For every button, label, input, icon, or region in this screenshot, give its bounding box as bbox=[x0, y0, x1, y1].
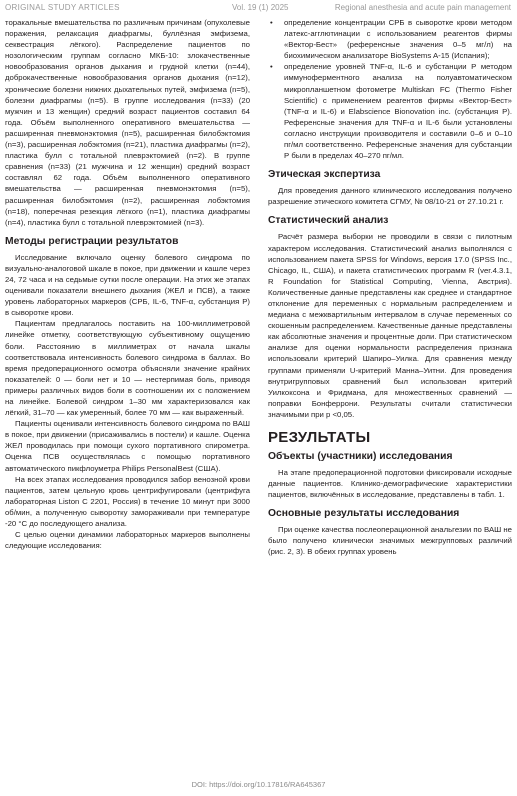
heading-statistics: Статистический анализ bbox=[268, 215, 389, 227]
lab-methods-list bbox=[268, 17, 512, 161]
paragraph-patients: торакальные вмешательства по различным причинам (опухолевые поражения, релаксация диафрагмы, буллёзная эмфизема, секвестрация лёгкого). Распределение пациентов по нозологическим группам согласно МКБ-10: злокачественные новообразования органов дыхания и грудной клетки (n=44), доброкачественные новообразования органов дыхания (n=12), хронические болезни нижних дыхательных путей, эмфизема (n=5), болезни диафрагмы (n=5). В группе исследования (n=33) (20 мужчин и 13 женщин) средний возраст пациентов составил 64 года. Объём выполненного оперативного вмешательства — расширенная пневмонэктомия (n=5), расширенная билобэктомия (n=3), расширенная лобэктомия (n=21), пластика диафрагмы (n=2), пластика булл с тотальной плеврэктомией (n=2). В группе сравнения (n=33) (21 мужчина и 12 женщин) средний возраст составлял 62 года. Объём выполненного оперативного вмешательства — расширенная пневмонэктомия (n=5), расширенная билобэктомия (n=2), расширенная лобэктомия (n=18), поперечная резекция лёгкого (n=1), пластика диафрагмы (n=4), пластика булл с тотальной плеврэктомией (n=3). bbox=[5, 18, 250, 227]
right-column bbox=[268, 17, 512, 558]
journal-section-label: ORIGINAL STUDY ARTICLES bbox=[5, 3, 120, 12]
volume-label: Vol. 19 (1) 2025 bbox=[232, 3, 289, 12]
paragraph-spirometry: Пациенты оценивали интенсивность болевого синдрома по ВАШ в покое, при движении (присаживались в постели) и кашле. Оценка ЖЕЛ проводилась при помощи сухого портативного спирометра. Оценка ПСВ осуществлялась с помощью портативного автоматического пикфлоуметра Philips PersonalBest (США). bbox=[5, 419, 250, 473]
paragraph-blood-sampling: На всех этапах исследования проводился забор венозной крови пациентов, затем цельную кровь центрифугировали (центрифуга лабораторная Liston C 2201, Россия) в течение 10 минут при 3000 об/мин, а полученную сыворотку замораживали при температуре -20 °С до последующего анализа. bbox=[5, 474, 250, 529]
doi-footer: DOI: https://doi.org/10.17816/RA645367 bbox=[191, 780, 326, 789]
paragraph-main-results: При оценке качества послеоперационной анальгезии по ВАШ не было получено клинически значимых межгрупповых различий (рис. 2, 3). В обеих группах уровень bbox=[268, 525, 512, 557]
journal-title: Regional anesthesia and acute pain management bbox=[334, 3, 511, 12]
heading-results: РЕЗУЛЬТАТЫ bbox=[268, 429, 371, 446]
paragraph-participants: На этапе предоперационной подготовки фиксировали исходные данные пациентов. Клинико-демографические характеристики пациентов, включённых в исследование, представлены в табл. 1. bbox=[268, 468, 512, 500]
list-item-elisa: • определение уровней TNF-α, IL-6 и субстанции Р методом иммуноферментного анализа на полуавтоматическом микропланшетном фотометре Multiskan FC (Thermo Fisher Scientific) с применением реагентов фирмы «Вектор-Бест» (TNF-α и IL-6) и Elabscience Bionovation inc. (субстанция Р). Референсные значения для TNF-α и IL-6 были установлены согласно инструкции производителя и составили 0–6 и 0–10 пг/мл соответственно. Референсные значения для субстанции Р были в пределах 40–270 пг/мл. bbox=[268, 61, 512, 161]
list-item-crp: • определение концентрации СРБ в сыворотке крови методом латекс-агглютинации с использованием реагентов фирмы «Вектор-Бест» (референсные значения 0–5 мг/л) на биохимическом анализаторе BioSystems A-15 (Испания); bbox=[268, 17, 512, 61]
running-header bbox=[0, 0, 517, 16]
paragraph-statistics: Расчёт размера выборки не проводили в связи с пилотным характером исследования. Статистический анализ выполнялся с использованием пакета SPSS for Windows, версия 17.0 (SPSS Inc., Chicago, IL, США), и пакета статистических программ R (ver.4.3.1, R Foundation for Statistical Computing, Vienna, Австрия). Количественные данные представлены как среднее и стандартное отклонение для переменных с нормальным распределением и медиана с межквартильным интервалом в случае переменных со скошенным распределением. Качественные данные представлены как абсолютные значения и процентные доли. При статистическом анализе для оценки нормальности распределения признака использовали критерий Шапиро–Уилка. Для сравнения между группами применяли U-критерий Манна–Уитни. Для проведения внутригрупповых сравнений был использован критерий Уилкоксона и Фридмана, для множественных сравнений — поправки Бонферрони. Результаты считали статистически значимыми при p <0,05. bbox=[268, 232, 512, 419]
paragraph-vas: Пациентам предлагалось поставить на 100-миллиметровой линейке отметку, соответствующую субъективному ощущению боли. Расстоянию в миллиметрах от начала шкалы соответствовала интенсивность болевого синдрома в баллах. Во время предоперационного осмотра объясняли значение крайних показателей: 0 — боли нет и 10 — нестерпимая боль, приводя примеры различных видов боли в соотношении их с положением на линейке. Болевой синдром 1–30 мм характеризовался как лёгкий, 31–70 — как умеренный, более 70 мм — как выраженный. bbox=[5, 319, 250, 418]
paragraph-ethics: Для проведения данного клинического исследования получено разрешение этического комитета СГМУ, № 08/10-21 от 27.10.21 г. bbox=[268, 186, 512, 207]
paragraph-lab-markers: С целью оценки динамики лабораторных маркеров выполнены следующие исследования: bbox=[5, 530, 250, 551]
heading-ethics: Этическая экспертиза bbox=[268, 169, 381, 181]
heading-main-results: Основные результаты исследования bbox=[268, 508, 460, 520]
left-column bbox=[5, 17, 250, 551]
heading-methods: Методы регистрации результатов bbox=[5, 235, 179, 247]
heading-participants: Объекты (участники) исследования bbox=[268, 451, 453, 462]
paragraph-methods-overview: Исследование включало оценку болевого синдрома по визуально-аналоговой шкале в покое, при движении и кашле через 24, 72 часа и на седьмые сутки после операции. На этих же этапах оценивали показатели внешнего дыхания (ЖЕЛ и ПСВ), а также уровень лабораторных маркеров (СРБ, IL-6, TNF-α, субстанция Р) в сыворотке крови. bbox=[5, 252, 250, 318]
